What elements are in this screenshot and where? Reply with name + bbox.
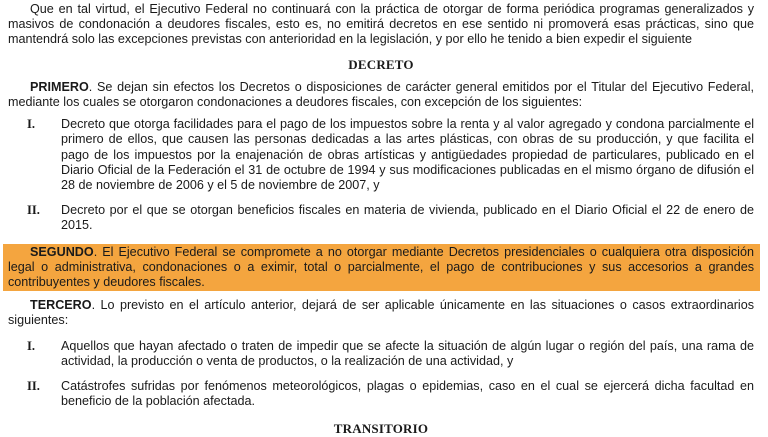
article-primero-text: . Se dejan sin efectos los Decretos o disposiciones de carácter general emitidos por el Titular del Ejecutivo Federal, mediante los cuales se otorgaron condonaciones a deudores fiscales, con excepción de los siguientes: — [8, 79, 754, 110]
heading-transitorio: TRANSITORIO — [333, 421, 429, 437]
item-text: Decreto que otorga facilidades para el pago de los impuestos sobre la renta y al valor agregado y condona parcialmente el primero de ellos, que causen las personas dedicadas a las artes plásticas, con obras de su producción, y que facilita el pago de los impuestos por la enajenación de obras artísticas y antigüedades propiedad de particulares, publicado en el Diario Oficial de la Federación el 31 de octubre de 1994 y sus modificaciones publicadas en el mismo órgano de difusión el 28 de noviembre de 2006 y el 5 de noviembre de 2007, y — [61, 117, 754, 193]
item-number: II. — [27, 203, 40, 218]
article-segundo-lead: SEGUNDO — [30, 244, 94, 259]
article-tercero-lead: TERCERO — [30, 298, 92, 313]
article-segundo-highlighted — [3, 244, 760, 292]
heading-decreto: DECRETO — [348, 56, 414, 72]
item-text: Aquellos que hayan afectado o traten de impedir que se afecte la situación de algún lugar o región del país, una rama de actividad, la producción o venta de productos, o la realización de una actividad, y — [61, 338, 754, 368]
article-primero — [8, 80, 754, 110]
primero-item-1 — [8, 117, 754, 193]
item-number: I. — [27, 117, 36, 132]
item-number: I. — [27, 338, 36, 353]
article-tercero-text: . Lo previsto en el artículo anterior, dejará de ser aplicable únicamente en las situaciones o casos extraordinarios siguientes: — [8, 298, 754, 328]
item-text: Catástrofes sufridas por fenómenos meteorológicos, plagas o epidemias, caso en el cual se ejercerá dicha facultad en beneficio de la población afectada. — [61, 379, 754, 409]
tercero-item-2 — [8, 379, 754, 409]
primero-item-2 — [8, 203, 754, 233]
item-number: II. — [27, 379, 40, 394]
article-primero-lead: PRIMERO — [30, 79, 89, 94]
tercero-item-1 — [8, 339, 754, 369]
article-segundo-text: . El Ejecutivo Federal se compromete a no otorgar mediante Decretos presidenciales o cualquiera otra disposición legal o administrativa, condonaciones o a eximir, total o parcialmente, el pago de contribuciones y sus accesorios a grandes contribuyentes y deudores fiscales. — [8, 244, 754, 290]
intro-paragraph: Que en tal virtud, el Ejecutivo Federal no continuará con la práctica de otorgar de forma periódica programas generalizados y masivos de condonación a deudores fiscales, esto es, no emitirá decretos en ese sentido ni promoverá esas prácticas, sino que mantendrá solo las excepciones previstas con anterioridad en la legislación, y por ello he tenido a bien expedir el siguiente — [8, 2, 754, 47]
article-tercero — [8, 298, 754, 328]
item-text: Decreto por el que se otorgan beneficios fiscales en materia de vivienda, publicado en el Diario Oficial el 22 de enero de 2015. — [61, 203, 754, 233]
